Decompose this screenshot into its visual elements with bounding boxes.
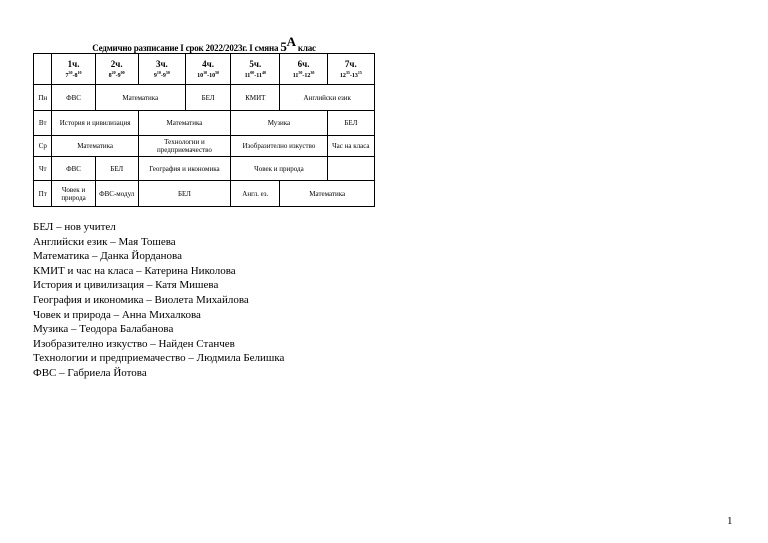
title-suffix: клас bbox=[295, 43, 316, 53]
period-time: $8^{20}-9^{00}$ bbox=[108, 69, 125, 79]
subject-cell: Математика bbox=[138, 111, 230, 136]
schedule-row bbox=[34, 181, 375, 207]
period-header bbox=[327, 54, 374, 85]
time-end-min: 00 bbox=[120, 69, 125, 75]
period-number: 6ч. bbox=[297, 58, 310, 69]
grade-section: А bbox=[286, 34, 296, 49]
subject-cell: БЕЛ bbox=[138, 181, 230, 207]
teacher-line: КМИТ и час на класа – Катерина Николова bbox=[33, 264, 236, 277]
subject-cell: Математика bbox=[280, 181, 375, 207]
day-label: Пн bbox=[34, 85, 52, 111]
time-end-min: 50 bbox=[215, 69, 220, 75]
subject-cell: Музика bbox=[231, 111, 328, 136]
time-start: 8 bbox=[108, 72, 112, 79]
time-start: 11 bbox=[244, 72, 251, 79]
period-header bbox=[185, 54, 230, 85]
subject-cell: ФВС bbox=[52, 157, 95, 181]
subject-cell: БЕЛ bbox=[185, 85, 230, 111]
day-label: Ср bbox=[34, 136, 52, 157]
grade-number: 5 bbox=[280, 39, 287, 54]
time-end: 9 bbox=[117, 72, 121, 79]
teacher-line: Английски език – Мая Тошева bbox=[33, 235, 176, 248]
teacher-line: История и цивилизация – Катя Мишева bbox=[33, 279, 219, 292]
time-start-min: 35 bbox=[345, 69, 350, 75]
schedule-row bbox=[34, 111, 375, 136]
teacher-line: Музика – Теодора Балабанова bbox=[33, 323, 174, 336]
subject-cell: Английски език bbox=[280, 85, 375, 111]
time-start: 7 bbox=[65, 72, 69, 79]
corner-cell bbox=[34, 54, 52, 85]
subject-cell: Изобразително изкуство bbox=[231, 136, 328, 157]
teacher-line: ФВС – Габриела Йотова bbox=[33, 366, 147, 379]
subject-cell: Математика bbox=[95, 85, 185, 111]
subject-cell: Час на класа bbox=[327, 136, 374, 157]
time-start-min: 10 bbox=[203, 69, 208, 75]
time-end-min: 10 bbox=[77, 69, 82, 75]
period-number: 7ч. bbox=[344, 58, 357, 69]
time-start: 9 bbox=[153, 72, 157, 79]
period-header bbox=[138, 54, 185, 85]
time-end-min: 50 bbox=[165, 69, 170, 75]
period-time: $7^{30}-8^{10}$ bbox=[65, 69, 82, 79]
subject-cell: Човек и природа bbox=[231, 157, 328, 181]
period-number: 2ч. bbox=[110, 58, 123, 69]
day-label: Пт bbox=[34, 181, 52, 207]
period-time: $10^{10}-10^{50}$ bbox=[197, 69, 220, 79]
title-text: Седмично разписание I срок 2022/2023г. I смяна bbox=[92, 43, 281, 53]
teacher-line: Човек и природа – Анна Михалкова bbox=[33, 308, 201, 321]
subject-cell: Математика bbox=[52, 136, 138, 157]
schedule-table bbox=[33, 53, 375, 207]
schedule-row bbox=[34, 85, 375, 111]
time-end: 9 bbox=[162, 72, 166, 79]
header-row bbox=[34, 54, 375, 85]
period-number: 4ч. bbox=[202, 58, 214, 69]
time-end-min: 30 bbox=[310, 69, 315, 75]
period-time: $12^{35}-13^{15}$ bbox=[339, 69, 362, 79]
period-time: $11^{50}-12^{30}$ bbox=[292, 69, 315, 79]
time-start-min: 30 bbox=[68, 69, 73, 75]
period-number: 3ч. bbox=[155, 58, 168, 69]
period-header bbox=[280, 54, 327, 85]
teacher-line: География и икономика – Виолета Михайлова bbox=[33, 293, 249, 306]
subject-cell bbox=[327, 157, 374, 181]
period-number: 5ч. bbox=[249, 58, 262, 69]
time-start: 12 bbox=[339, 72, 346, 79]
time-start-min: 00 bbox=[250, 69, 255, 75]
time-end: 12 bbox=[304, 72, 311, 79]
time-start: 11 bbox=[292, 72, 299, 79]
time-end: 10 bbox=[209, 72, 216, 79]
subject-cell: Технологии и предприемачество bbox=[138, 136, 230, 157]
time-end: 11 bbox=[256, 72, 262, 79]
subject-cell: ФВС bbox=[52, 85, 95, 111]
period-header bbox=[52, 54, 95, 85]
schedule-row bbox=[34, 157, 375, 181]
subject-cell: КМИТ bbox=[231, 85, 280, 111]
teacher-line: Изобразително изкуство – Найден Станчев bbox=[33, 337, 235, 350]
subject-cell: БЕЛ bbox=[95, 157, 138, 181]
page-number: 1 bbox=[727, 515, 733, 527]
day-label: Вт bbox=[34, 111, 52, 136]
schedule-title bbox=[33, 35, 375, 55]
teachers-legend bbox=[33, 220, 284, 381]
subject-cell: География и икономика bbox=[138, 157, 230, 181]
subject-cell: ФВС-модул bbox=[95, 181, 138, 207]
period-time: $9^{10}-9^{50}$ bbox=[153, 69, 170, 79]
period-header bbox=[231, 54, 280, 85]
subject-cell: История и цивилизация bbox=[52, 111, 138, 136]
teacher-line: Математика – Данка Йорданова bbox=[33, 250, 182, 263]
time-end-min: 15 bbox=[357, 69, 362, 75]
subject-cell: БЕЛ bbox=[327, 111, 374, 136]
time-end-min: 40 bbox=[261, 69, 266, 75]
teacher-line: Технологии и предприемачество – Людмила Белишка bbox=[33, 352, 285, 365]
time-start-min: 20 bbox=[111, 69, 116, 75]
subject-cell: Човек и природа bbox=[52, 181, 95, 207]
time-start-min: 50 bbox=[298, 69, 303, 75]
period-header bbox=[95, 54, 138, 85]
schedule-row bbox=[34, 136, 375, 157]
teacher-line: БЕЛ – нов учител bbox=[33, 221, 116, 233]
period-number: 1ч. bbox=[67, 58, 80, 69]
time-end: 8 bbox=[74, 72, 78, 79]
period-time: $11^{00}-11^{40}$ bbox=[244, 69, 266, 79]
day-label: Чт bbox=[34, 157, 52, 181]
subject-cell: Англ. ез. bbox=[231, 181, 280, 207]
time-start: 10 bbox=[197, 72, 204, 79]
time-start-min: 10 bbox=[156, 69, 161, 75]
time-end: 13 bbox=[351, 72, 358, 79]
